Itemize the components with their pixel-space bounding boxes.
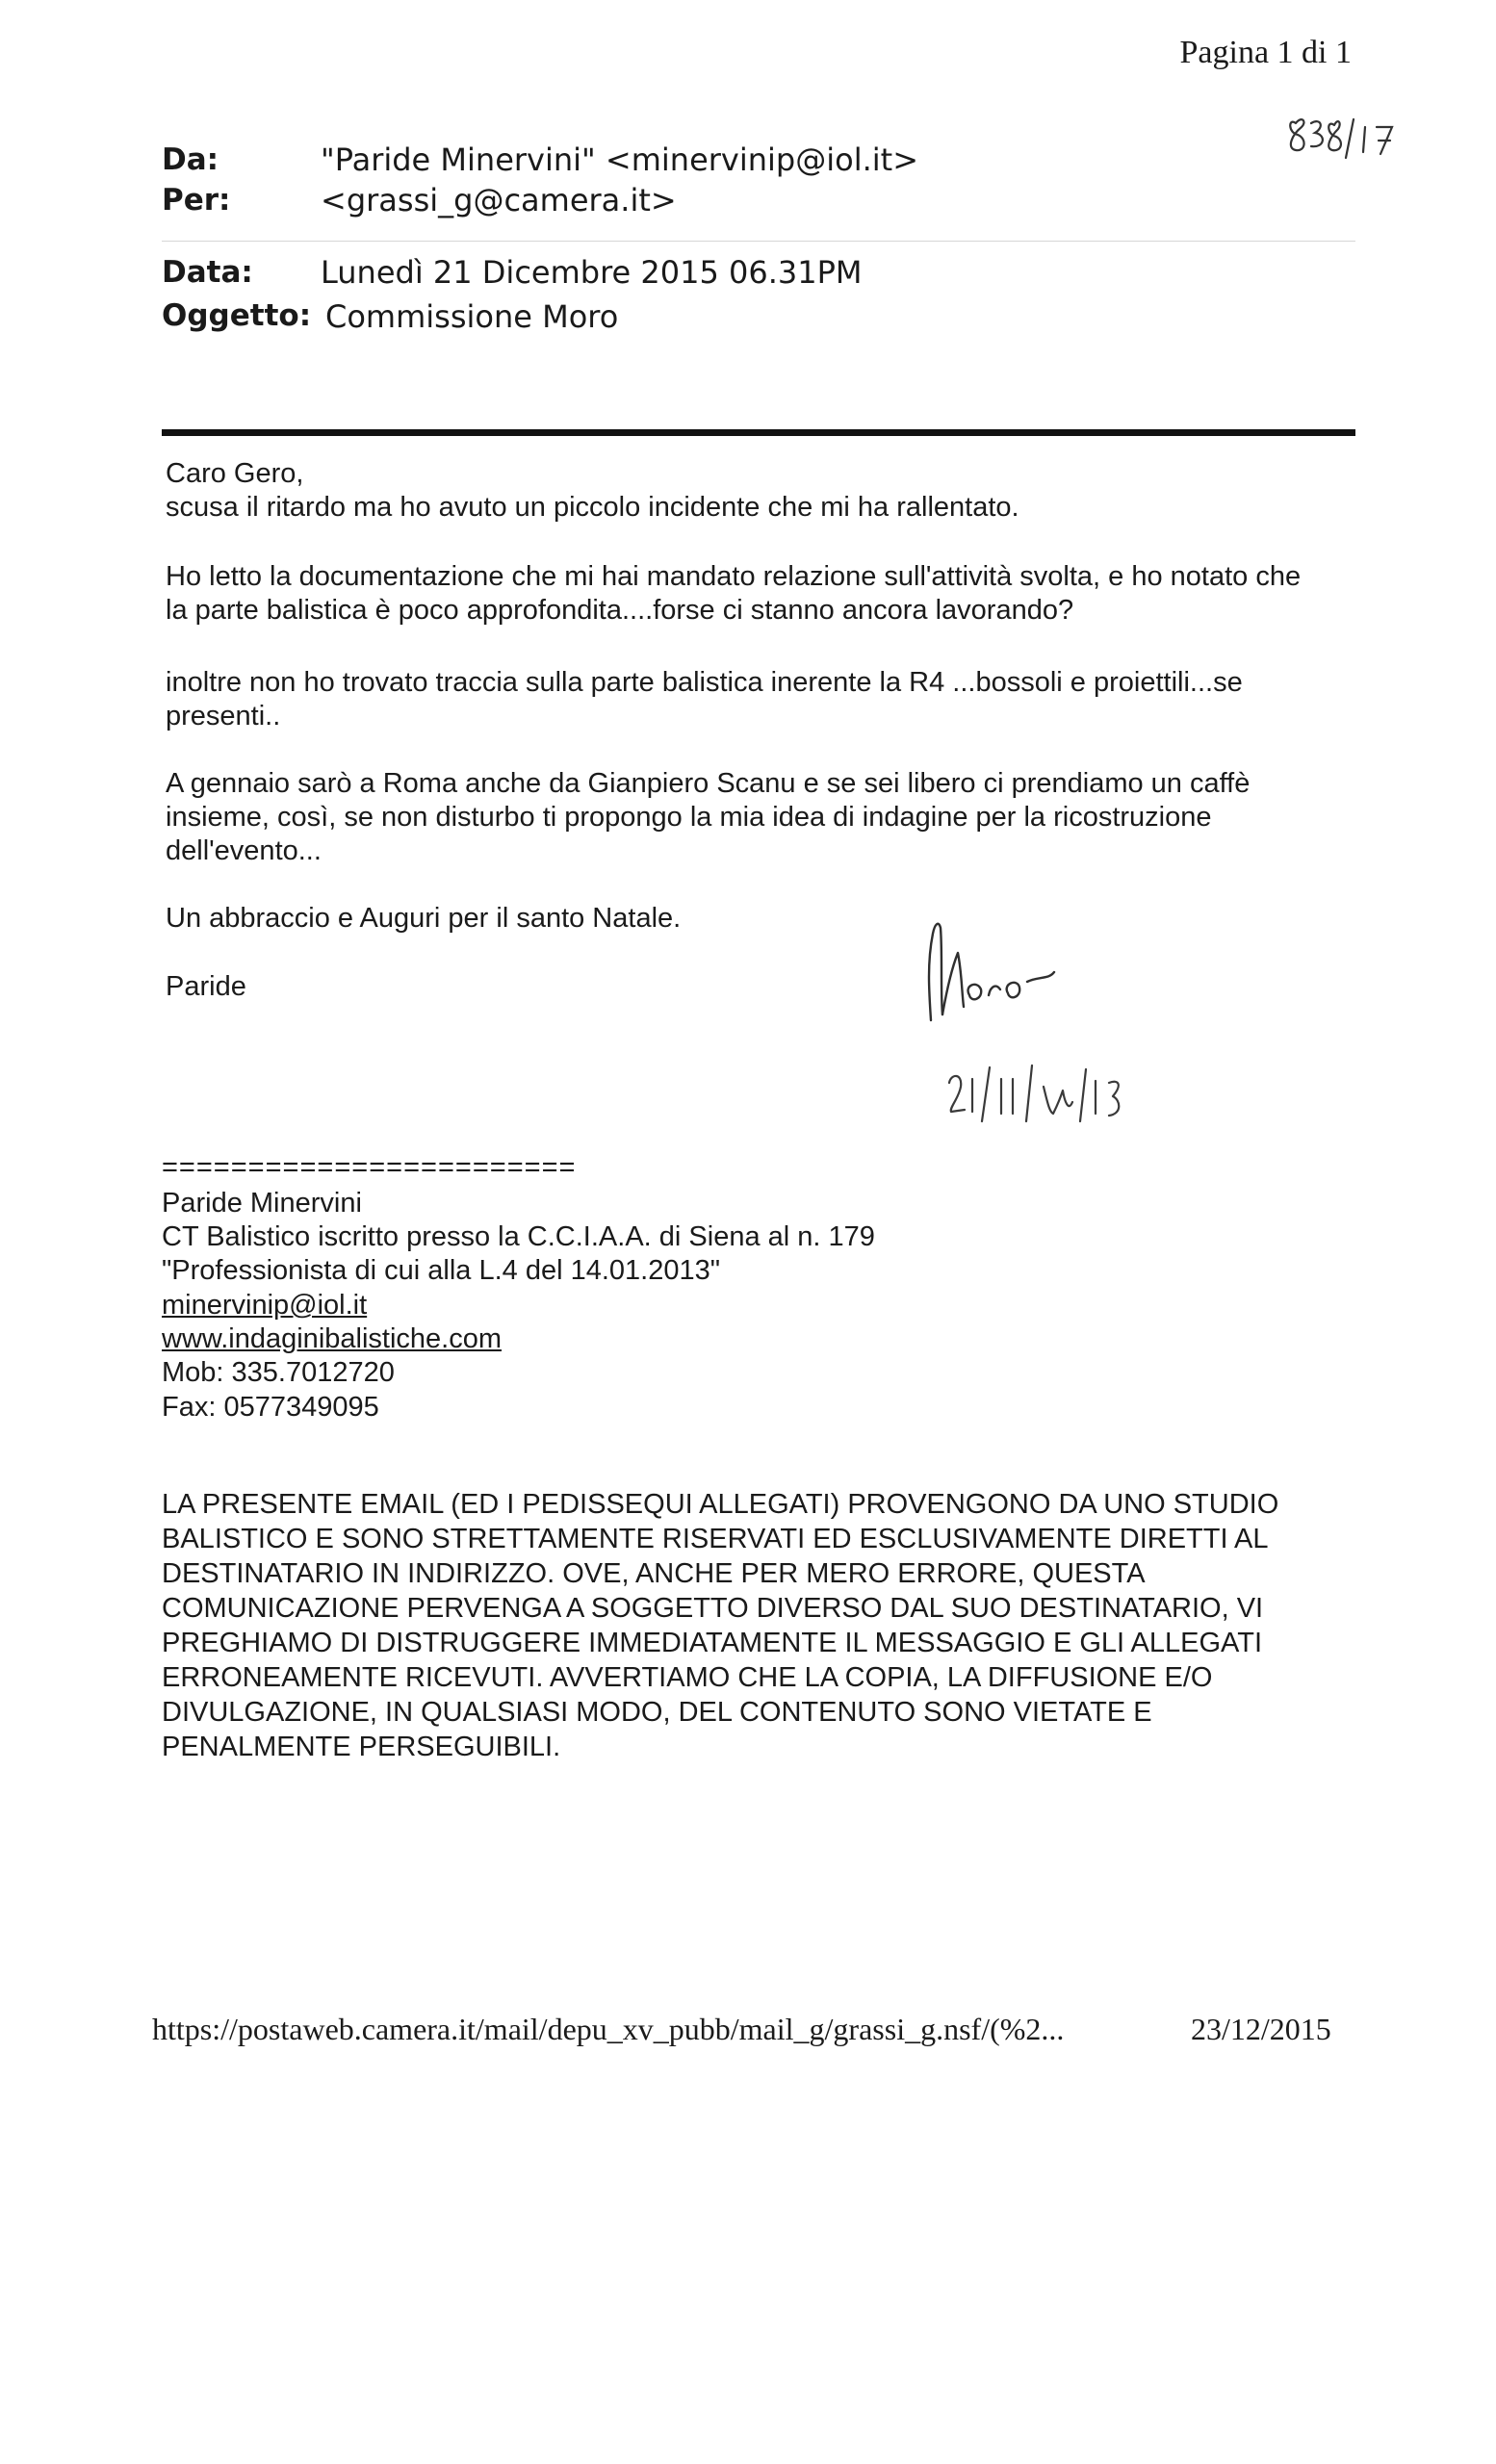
signature-name: Paride Minervini (162, 1188, 362, 1219)
from-value: "Paride Minervini" <minervinip@iol.it> (321, 141, 919, 178)
page-number: Pagina 1 di 1 (1179, 35, 1352, 70)
signature-email-link[interactable]: minervinip@iol.it (162, 1290, 368, 1321)
greeting-line-2: scusa il ritardo ma ho avuto un piccolo incidente che mi ha rallentato. (166, 492, 1019, 523)
closing-line: Un abbraccio e Auguri per il santo Natale. (166, 903, 682, 934)
signature-website-link[interactable]: www.indaginibalistiche.com (162, 1323, 502, 1354)
signature-qualification: "Professionista di cui alla L.4 del 14.01.2013" (162, 1255, 721, 1286)
signature-mobile: Mob: 335.7012720 (162, 1357, 395, 1388)
confidentiality-disclaimer: LA PRESENTE EMAIL (ED I PEDISSEQUI ALLEGATI) PROVENGONO DA UNO STUDIO BALISTICO E SONO STRETTAMENTE RISERVATI ED ESCLUSIVAMENTE DIRETTI AL DESTINATARIO IN INDIRIZZO. OVE, ANCHE PER MERO ERRORE, QUESTA COMUNICAZIONE PERVENGA A SOGGETTO DIVERSO DAL SUO DESTINATARIO, VI PREGHIAMO DI DISTRUGGERE IMMEDIATAMENTE IL MESSAGGIO E GLI ALLEGATI ERRONEAMENTE RICEVUTI. AVVERTIAMO CHE LA COPIA, LA DIFFUSIONE E/O DIVULGAZIONE, IN QUALSIASI MODO, DEL CONTENUTO SONO VIETATE E PENALMENTE PERSEGUIBILI. (162, 1489, 1279, 1762)
sender-name: Paride (166, 971, 246, 1002)
body-paragraph-1: Ho letto la documentazione che mi hai mandato relazione sull'attività svolta, e ho notato che la parte balistica è poco approfondita....forse ci stanno ancora lavorando? (166, 561, 1302, 626)
handwritten-date (943, 1054, 1174, 1126)
date-value: Lunedì 21 Dicembre 2015 06.31PM (321, 254, 863, 291)
signature-separator: ======================== (162, 1152, 577, 1183)
handwritten-stamp-number (1288, 114, 1413, 162)
header-rule (162, 429, 1355, 436)
header-divider (162, 241, 1355, 242)
to-value: <grassi_g@camera.it> (321, 182, 677, 218)
subject-label: Oggetto: (162, 298, 312, 333)
footer-url: https://postaweb.camera.it/mail/depu_xv_pubb/mail_g/grassi_g.nsf/(%2... (152, 2012, 1065, 2046)
subject-value: Commissione Moro (325, 298, 619, 335)
handwritten-word (919, 914, 1083, 1030)
greeting-line-1: Caro Gero, (166, 458, 304, 489)
date-label: Data: (162, 255, 253, 290)
signature-title: CT Balistico iscritto presso la C.C.I.A.A. di Siena al n. 179 (162, 1221, 875, 1252)
body-paragraph-3: A gennaio sarò a Roma anche da Gianpiero Scanu e se sei libero ci prendiamo un caffè insieme, così, se non disturbo ti propongo la mia idea di indagine per la ricostruzione dell'evento... (166, 768, 1251, 866)
footer-date: 23/12/2015 (1191, 2012, 1331, 2046)
signature-fax: Fax: 0577349095 (162, 1392, 379, 1423)
to-label: Per: (162, 183, 231, 218)
from-label: Da: (162, 142, 219, 177)
body-paragraph-2: inoltre non ho trovato traccia sulla parte balistica inerente la R4 ...bossoli e proiettili...se presenti.. (166, 667, 1243, 732)
